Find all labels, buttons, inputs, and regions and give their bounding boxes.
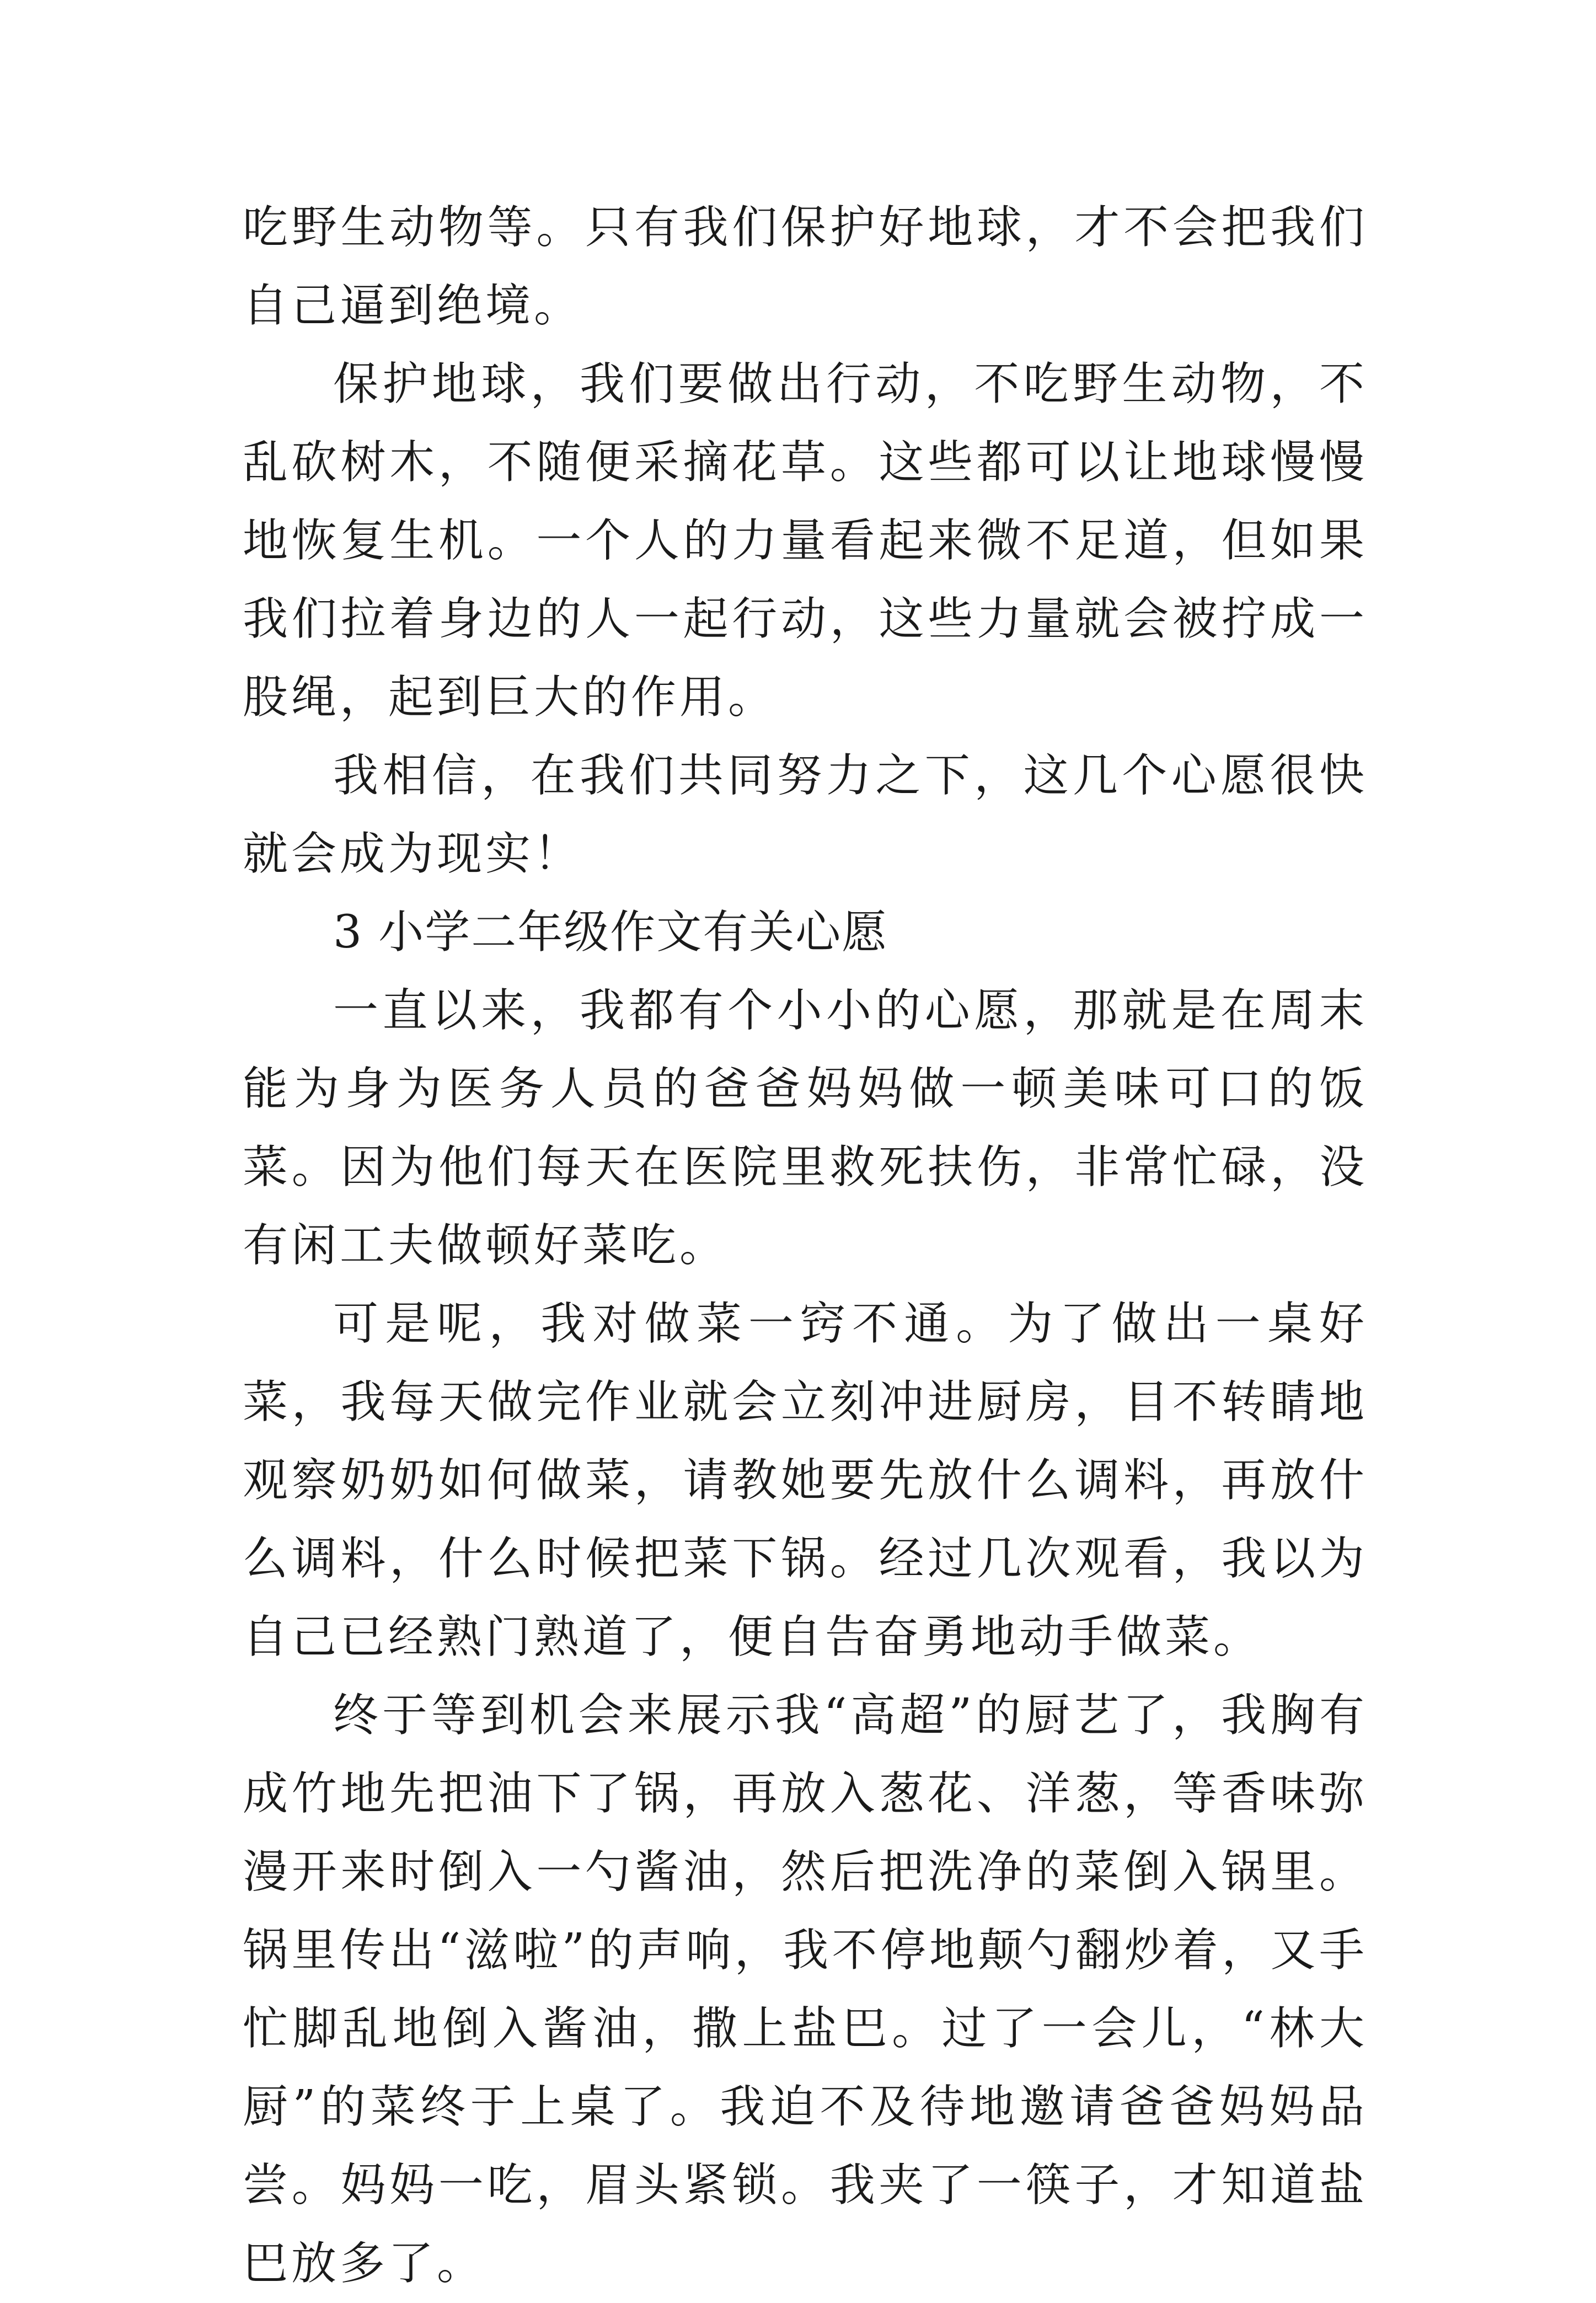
paragraph-learning-to-cook: 可是呢，我对做菜一窍不通。为了做出一桌好菜，我每天做完作业就会立刻冲进厨房，目不转睛地观察奶奶如何做菜，请教她要先放什么调料，再放什么调料，什么时候把菜下锅。经过几次观看，我以为自己已经熟门熟道了，便自告奋勇地动手做菜。 <box>243 1298 1368 1663</box>
paragraph-continuation: 吃野生动物等。只有我们保护好地球，才不会把我们自己逼到绝境。 <box>243 201 1368 332</box>
paragraph-belief: 我相信，在我们共同努力之下，这几个心愿很快就会成为现实！ <box>243 749 1368 880</box>
paragraph-cooking-attempt: 终于等到机会来展示我“高超”的厨艺了，我胸有成竹地先把油下了锅，再放入葱花、洋葱，等香味弥漫开来时倒入一勺酱油，然后把洗净的菜倒入锅里。锅里传出“滋啦”的声响，我不停地颠勺翻炒着，又手忙脚乱地倒入酱油，撒上盐巴。过了一会儿，“林大厨”的菜终于上桌了。我迫不及待地邀请爸爸妈妈品尝。妈妈一吃，眉头紧锁。我夹了一筷子，才知道盐巴放多了。 <box>243 1689 1368 2290</box>
document-body <box>243 189 1368 2303</box>
section-heading: 3 小学二年级作文有关心愿 <box>333 906 888 958</box>
paragraph-protect-earth: 保护地球，我们要做出行动，不吃野生动物，不乱砍树木，不随便采摘花草。这些都可以让地球慢慢地恢复生机。一个人的力量看起来微不足道，但如果我们拉着身边的人一起行动，这些力量就会被拧成一股绳，起到巨大的作用。 <box>243 358 1368 724</box>
paragraph-wish: 一直以来，我都有个小小的心愿，那就是在周末能为身为医务人员的爸爸妈妈做一顿美味可口的饭菜。因为他们每天在医院里救死扶伤，非常忙碌，没有闲工夫做顿好菜吃。 <box>243 984 1368 1272</box>
